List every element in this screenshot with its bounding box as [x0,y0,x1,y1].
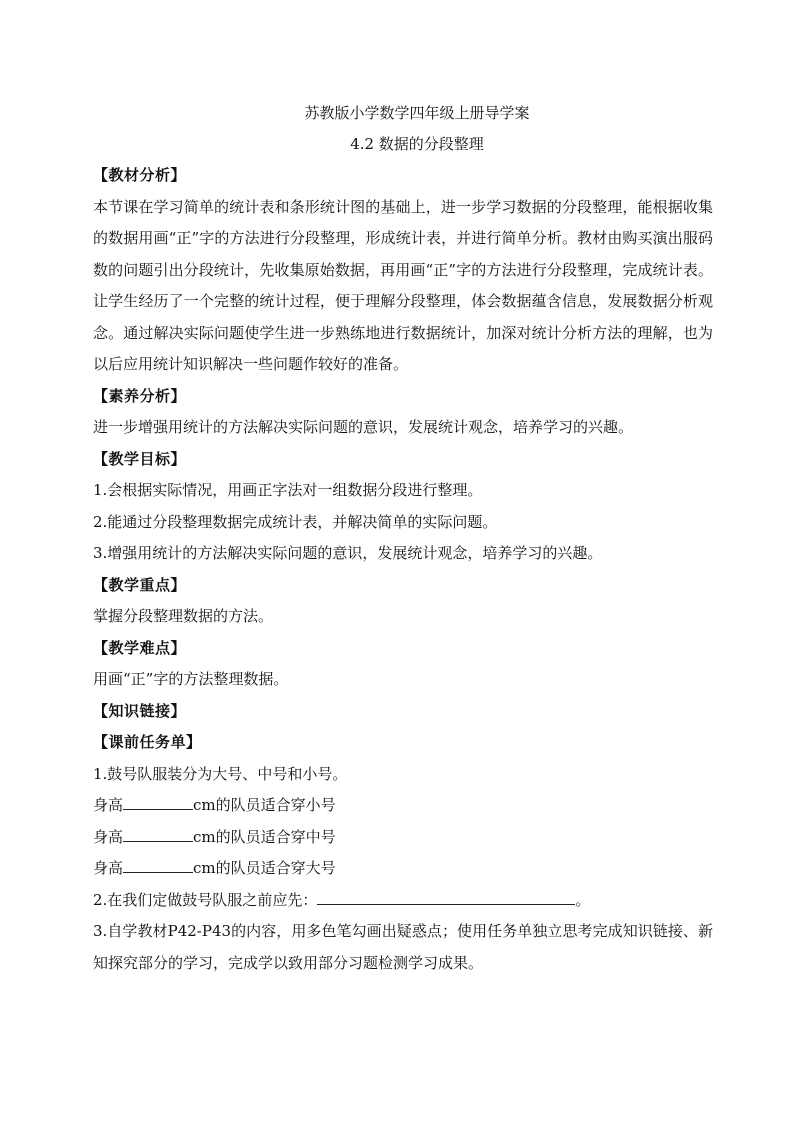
height-suffix: cm的队员适合穿中号 [193,827,336,846]
height-line-medium [93,822,713,854]
height-blank-small[interactable] [123,792,193,810]
key-points-heading: 【教学重点】 [93,575,187,594]
literacy-heading: 【素养分析】 [93,386,187,405]
height-line-large [93,853,713,885]
analysis-paragraph: 本节课在学习简单的统计表和条形统计图的基础上，进一步学习数据的分段整理，能根据收集的数据用画“正”字的方法进行分段整理，形成统计表，并进行简单分析。教材由购买演出服码数的问题引出分段统计，先收集原始数据，再用画“正”字的方法进行分段整理，完成统计表。让学生经历了一个完整的统计过程，便于理解分段整理，体会数据蕴含信息，发展数据分析观念。通过解决实际问题使学生进一步熟练地进行数据统计，加深对统计分析方法的理解，也为以后应用统计知识解决一些问题作较好的准备。 [93,197,713,373]
height-prefix: 身高 [93,859,124,877]
task2-suffix: 。 [575,890,591,909]
task-item-2 [93,885,713,917]
height-suffix: cm的队员适合穿小号 [193,796,336,814]
literacy-paragraph: 进一步增强用统计的方法解决实际问题的意识，发展统计观念，培养学习的兴趣。 [93,418,634,436]
goal-item: 2.能通过分段整理数据完成统计表，并解决简单的实际问题。 [93,512,498,531]
knowledge-link-heading: 【知识链接】 [93,701,187,720]
lesson-subtitle: 4.2 数据的分段整理 [350,135,484,153]
height-blank-large[interactable] [123,855,193,873]
goal-item: 1.会根据实际情况，用画正字法对一组数据分段进行整理。 [93,481,483,499]
height-prefix: 身高 [93,796,124,814]
difficulty-heading: 【教学难点】 [93,638,187,657]
height-prefix: 身高 [93,827,124,846]
key-points-text: 掌握分段整理数据的方法。 [93,607,274,625]
pre-class-task-heading: 【课前任务单】 [93,733,202,751]
document-page [93,98,713,979]
height-line-small [93,790,713,822]
goal-item: 3.增强用统计的方法解决实际问题的意识，发展统计观念，培养学习的兴趣。 [93,544,603,562]
height-blank-medium[interactable] [123,824,193,842]
height-suffix: cm的队员适合穿大号 [193,859,336,877]
task2-answer-blank[interactable] [317,887,575,905]
document-title: 苏教版小学数学四年级上册导学案 [304,104,530,122]
analysis-heading: 【教材分析】 [93,166,187,184]
goals-heading: 【教学目标】 [93,449,187,468]
difficulty-text: 用画“正”字的方法整理数据。 [93,670,289,688]
task-item-1: 1.鼓号队服装分为大号、中号和小号。 [93,764,348,783]
task-item-3: 3.自学教材P42-P43的内容，用多色笔勾画出疑惑点；使用任务单独立思考完成知识链接、新知探究部分的学习，完成学以致用部分习题检测学习成果。 [93,922,713,972]
task2-prefix: 2.在我们定做鼓号队服之前应先： [93,890,318,909]
